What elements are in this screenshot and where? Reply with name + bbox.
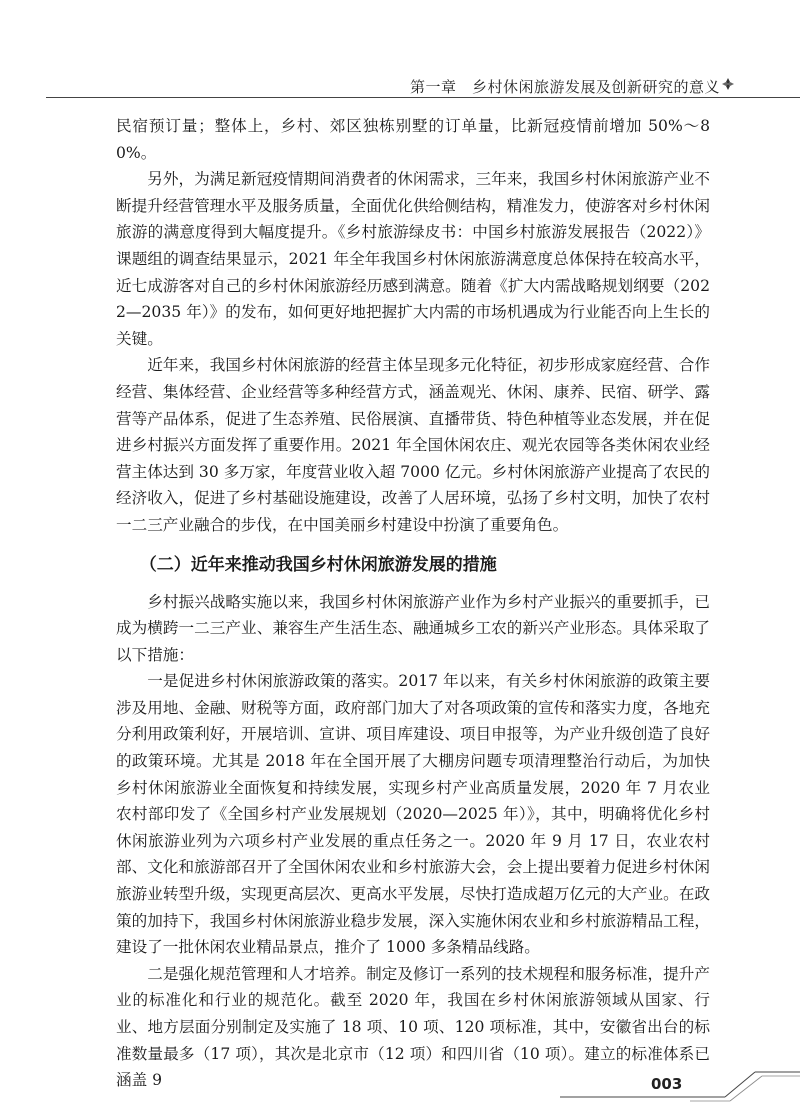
header-rule bbox=[46, 97, 800, 98]
page-number: 003 bbox=[651, 1075, 683, 1093]
page-header bbox=[0, 0, 800, 100]
decorative-diamond-icon bbox=[722, 78, 734, 90]
paragraph: 民宿预订量；整体上，乡村、郊区独栋别墅的订单量，比新冠疫情前增加 50%～80%。 bbox=[116, 117, 710, 162]
section-heading: （二）近年来推动我国乡村休闲旅游发展的措施 bbox=[139, 554, 497, 575]
chapter-title: 第一章 乡村休闲旅游发展及创新研究的意义 bbox=[409, 78, 720, 96]
page-body bbox=[116, 113, 710, 1094]
paragraph: 一是促进乡村休闲旅游政策的落实。2017 年以来，有关乡村休闲旅游的政策主要涉及用地、金融、财税等方面，政府部门加大了对各项政策的宣传和落实力度，各地充分利用政策利好，开展培训、宣讲、项目库建设、项目申报等，为产业升级创造了良好的政策环境。尤其是 2018 年在全国开展了大棚房问题专项清理整治行动后，为加快乡村休闲旅游业全面恢复和持续发展，实现乡村产业高质量发展，2020 年 7 月农业农村部印发了《全国乡村产业发展规划（2020—2025 年）》，其中，明确将优化乡村休闲旅游业列为六项乡村产业发展的重点任务之一。2020 年 9 月 17 日，农业农村部、文化和旅游部召开了全国休闲农业和乡村旅游大会，会上提出要着力促进乡村休闲旅游业转型升级，实现更高层次、更高水平发展，尽快打造成超万亿元的大产业。在政策的加持下，我国乡村休闲旅游业稳步发展，深入实施休闲农业和乡村旅游精品工程，建设了一批休闲农业精品景点，推介了 1000 多条精品线路。 bbox=[116, 672, 710, 957]
paragraph: 乡村振兴战略实施以来，我国乡村休闲旅游产业作为乡村产业振兴的重要抓手，已成为横跨一二三产业、兼容生产生活生态、融通城乡工农的新兴产业形态。具体采取了以下措施： bbox=[116, 592, 710, 664]
paragraph: 另外，为满足新冠疫情期间消费者的休闲需求，三年来，我国乡村休闲旅游产业不断提升经营管理水平及服务质量，全面优化供给侧结构，精准发力，使游客对乡村休闲旅游的满意度得到大幅度提升。《乡村旅游绿皮书：中国乡村旅游发展报告（2022）》课题组的调查结果显示，2021 年全年我国乡村休闲旅游满意度总体保持在较高水平，近七成游客对自己的乡村休闲旅游经历感到满意。随着《扩大内需战略规划纲要（2022—2035 年）》的发布，如何更好地把握扩大内需的市场机遇成为行业能否向上生长的关键。 bbox=[116, 170, 710, 348]
paragraph: 近年来，我国乡村休闲旅游的经营主体呈现多元化特征，初步形成家庭经营、合作经营、集体经营、企业经营等多种经营方式，涵盖观光、休闲、康养、民宿、研学、露营等产品体系，促进了生态养殖、民俗展演、直播带货、特色种植等业态发展，并在促进乡村振兴方面发挥了重要作用。2021 年全国休闲农庄、观光农园等各类休闲农业经营主体达到 30 多万家，年度营业收入超 7000 亿元。乡村休闲旅游产业提高了农民的经济收入，促进了乡村基础设施建设，改善了人居环境，弘扬了乡村文明，加快了农村一二三产业融合的步伐，在中国美丽乡村建设中扮演了重要角色。 bbox=[116, 356, 710, 534]
paragraph: 二是强化规范管理和人才培养。制定及修订一系列的技术规程和服务标准，提升产业的标准化和行业的规范化。截至 2020 年，我国在乡村休闲旅游领域从国家、行业、地方层面分别制定及实施了 18 项、10 项、120 项标准，其中，安徽省出台的标准数量最多（17 项），其次是北京市（12 项）和四川省（10 项）。建立的标准体系已涵盖 9 bbox=[116, 964, 710, 1090]
